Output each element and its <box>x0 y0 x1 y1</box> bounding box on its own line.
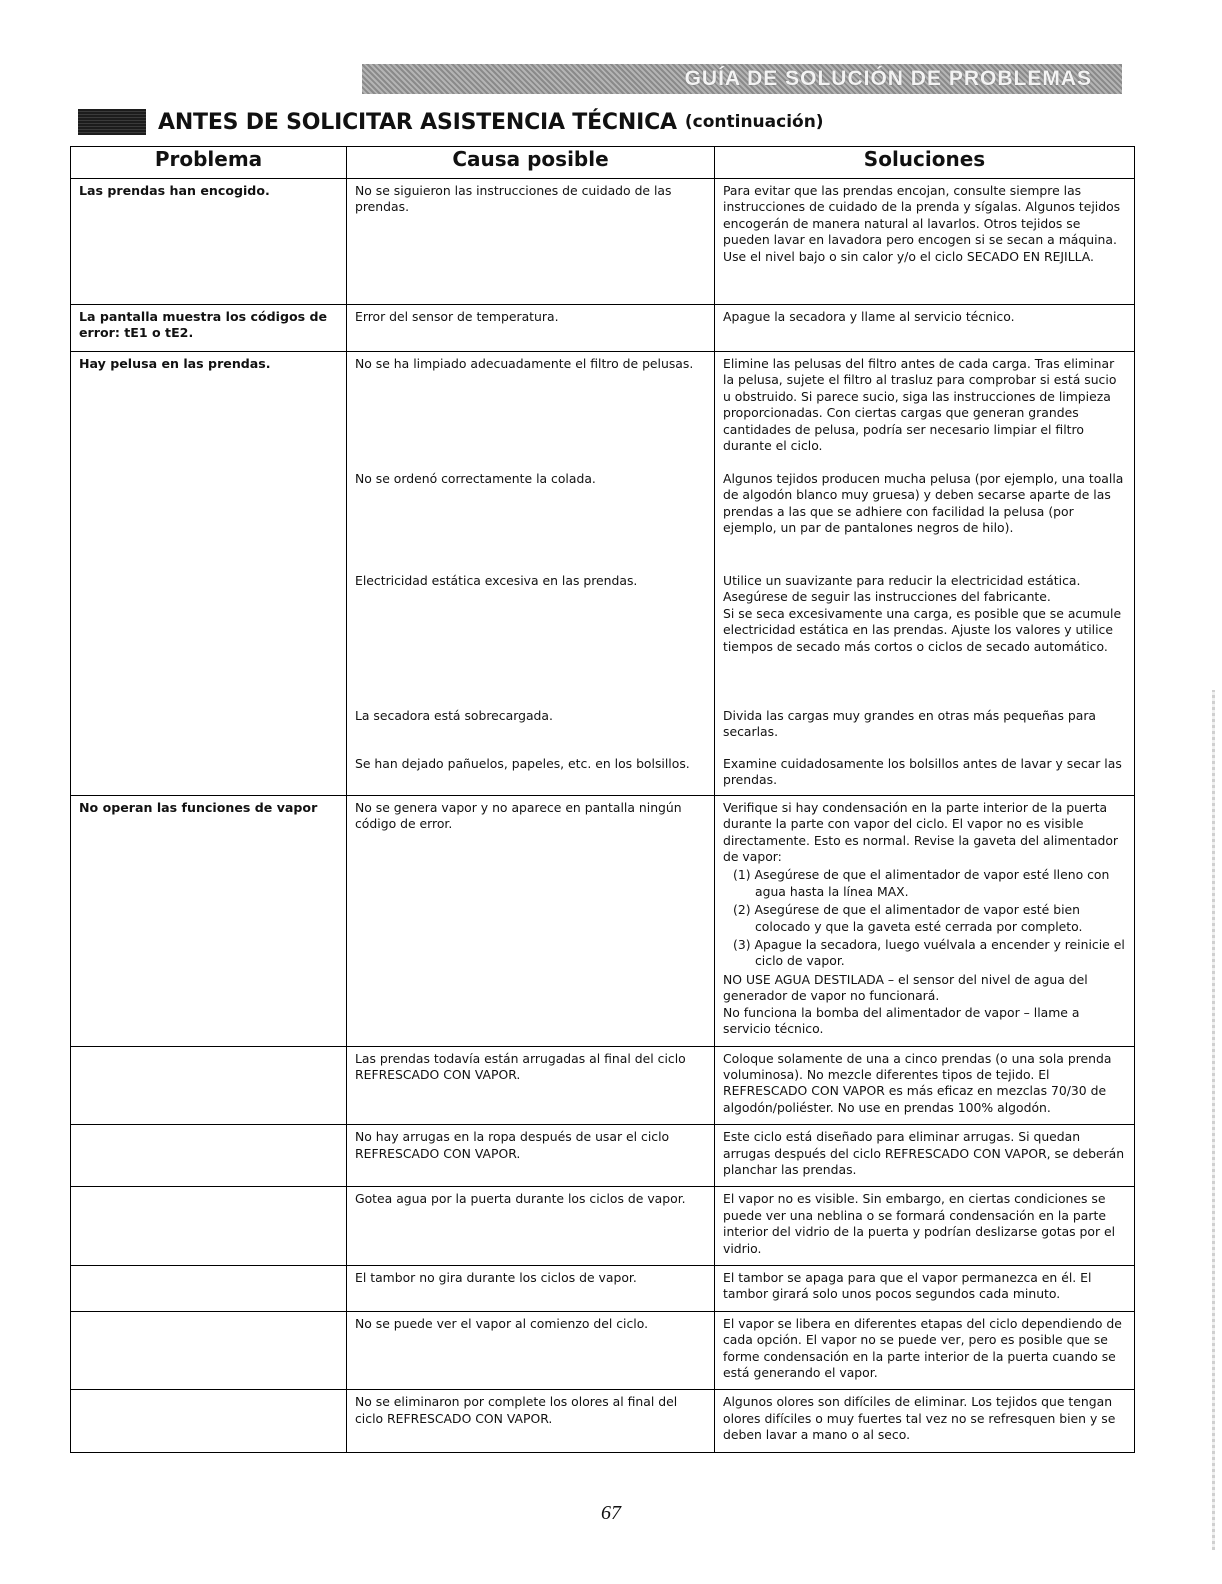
problem-cell-empty <box>71 1125 347 1187</box>
problem-cell-empty <box>71 1187 347 1266</box>
solution-paragraph: Si se seca excesivamente una carga, es posible que se acumule electricidad estática en las prendas. Ajuste los valores y utilice tiempos de secado más cortos o ciclos de secado automático. <box>723 605 1122 654</box>
cause-cell: Las prendas todavía están arrugadas al final del ciclo REFRESCADO CON VAPOR. <box>347 1046 715 1125</box>
cause-item: La secadora está sobrecargada. <box>355 708 553 723</box>
cause-cell <box>347 352 715 796</box>
header-solutions: Soluciones <box>715 147 1135 179</box>
problem-cell-empty <box>71 1390 347 1452</box>
cause-cell: No se eliminaron por complete los olores al final del ciclo REFRESCADO CON VAPOR. <box>347 1390 715 1452</box>
solution-paragraph: Verifique si hay condensación en la parte interior de la puerta durante la parte con vapor del ciclo. El vapor no es visible directamente. Esto es normal. Revise la gaveta del alimentador de vapor: <box>723 799 1119 865</box>
solution-step: (1) Asegúrese de que el alimentador de vapor esté lleno con agua hasta la línea MAX. <box>733 867 1110 899</box>
solution-item: Divida las cargas muy grandes en otras más pequeñas para secarlas. <box>723 708 1097 740</box>
scan-edge-artifact <box>1212 690 1215 1550</box>
solution-cell <box>715 795 1135 1046</box>
table-row <box>71 1125 1135 1187</box>
solution-step: (2) Asegúrese de que el alimentador de vapor esté bien colocado y que la gaveta esté cerrada por completo. <box>733 902 1083 934</box>
problem-cell: Las prendas han encogido. <box>71 179 347 305</box>
cause-cell: El tambor no gira durante los ciclos de vapor. <box>347 1265 715 1311</box>
page-title-suffix: (continuación) <box>684 112 824 132</box>
problem-cell: No operan las funciones de vapor <box>71 795 347 1046</box>
title-marker-bar <box>78 109 146 135</box>
table-row <box>71 305 1135 352</box>
solution-item: Algunos tejidos producen mucha pelusa (por ejemplo, una toalla de algodón blanco muy gruesa) y deben secarse aparte de las prendas a las que se adhiere con facilidad la pelusa (por ejemplo, un par de pantalones negros de hilo). <box>723 471 1124 536</box>
table-row <box>71 1265 1135 1311</box>
solution-cell: Para evitar que las prendas encojan, consulte siempre las instrucciones de cuidado de la prenda y sígalas. Algunos tejidos encogerán de manera natural al lavarlos. Otros tejidos se pueden lavar en lavadora pero encogen si se secan a máquina. Use el nivel bajo o sin calor y/o el ciclo SECADO EN REJILLA. <box>715 179 1135 305</box>
header-problem: Problema <box>71 147 347 179</box>
solution-cell: Apague la secadora y llame al servicio técnico. <box>715 305 1135 352</box>
solution-item: Elimine las pelusas del filtro antes de cada carga. Tras eliminar la pelusa, sujete el filtro al trasluz para comprobar si está sucio u obstruido. Si parece sucio, siga las instrucciones de limpieza proporcionadas. Con ciertas cargas que generan grandes cantidades de pelusa, podría ser necesario limpiar el filtro durante el ciclo. <box>723 356 1117 454</box>
problem-cell: La pantalla muestra los códigos de error: tE1 o tE2. <box>71 305 347 352</box>
cause-cell: No hay arrugas en la ropa después de usar el ciclo REFRESCADO CON VAPOR. <box>347 1125 715 1187</box>
cause-item: Se han dejado pañuelos, papeles, etc. en los bolsillos. <box>355 756 690 771</box>
page-title-row <box>78 106 824 138</box>
solution-cell: Algunos olores son difíciles de eliminar. Los tejidos que tengan olores difíciles o muy fuertes tal vez no se refresquen bien y se deben lavar a mano o al seco. <box>715 1390 1135 1452</box>
problem-cell-empty <box>71 1311 347 1390</box>
solution-step: (3) Apague la secadora, luego vuélvala a encender y reinicie el ciclo de vapor. <box>733 937 1125 969</box>
solution-cell: Coloque solamente de una a cinco prendas (o una sola prenda voluminosa). No mezcle diferentes tipos de tejido. El REFRESCADO CON VAPOR es más eficaz en mezclas 70/30 de algodón/poliéster. No use en prendas 100% algodón. <box>715 1046 1135 1125</box>
cause-cell: No se genera vapor y no aparece en pantalla ningún código de error. <box>347 795 715 1046</box>
cause-cell: Error del sensor de temperatura. <box>347 305 715 352</box>
solution-paragraph: Utilice un suavizante para reducir la electricidad estática. Asegúrese de seguir las instrucciones del fabricante. <box>723 573 1081 605</box>
solution-item <box>715 573 1134 693</box>
solution-cell: El vapor se libera en diferentes etapas del ciclo dependiendo de cada opción. El vapor no se puede ver, pero es posible que se forme condensación en la parte interior de la puerta cuando se está generando el vapor. <box>715 1311 1135 1390</box>
table-row <box>71 1187 1135 1266</box>
cause-item: Electricidad estática excesiva en las prendas. <box>355 573 638 588</box>
table-row <box>71 1046 1135 1125</box>
table-row <box>71 1390 1135 1452</box>
problem-cell-empty <box>71 1046 347 1125</box>
solution-cell: Este ciclo está diseñado para eliminar arrugas. Si quedan arrugas después del ciclo REFRESCADO CON VAPOR, se deberán planchar las prendas. <box>715 1125 1135 1187</box>
solution-note: NO USE AGUA DESTILADA – el sensor del nivel de agua del generador de vapor no funcionará. <box>723 971 1088 1004</box>
header-cause: Causa posible <box>347 147 715 179</box>
cause-cell: No se siguieron las instrucciones de cuidado de las prendas. <box>347 179 715 305</box>
cause-item: No se ordenó correctamente la colada. <box>355 471 596 486</box>
cause-cell: Gotea agua por la puerta durante los ciclos de vapor. <box>347 1187 715 1266</box>
solution-item: Examine cuidadosamente los bolsillos antes de lavar y secar las prendas. <box>723 756 1122 788</box>
table-row <box>71 795 1135 1046</box>
solution-cell <box>715 352 1135 796</box>
section-banner: GUÍA DE SOLUCIÓN DE PROBLEMAS <box>362 64 1122 94</box>
solution-note: No funciona la bomba del alimentador de vapor – llame a servicio técnico. <box>723 1004 1080 1037</box>
problem-cell: Hay pelusa en las prendas. <box>71 352 347 796</box>
cause-item: No se ha limpiado adecuadamente el filtro de pelusas. <box>355 356 694 371</box>
troubleshooting-table <box>70 146 1135 1453</box>
table-row <box>71 179 1135 305</box>
solution-cell: El vapor no es visible. Sin embargo, en ciertas condiciones se puede ver una neblina o se formará condensación en la parte interior del vidrio de la puerta y podrían deslizarse gotas por el vidrio. <box>715 1187 1135 1266</box>
solution-cell: El tambor se apaga para que el vapor permanezca en él. El tambor girará solo unos pocos segundos cada minuto. <box>715 1265 1135 1311</box>
page-title: ANTES DE SOLICITAR ASISTENCIA TÉCNICA <box>158 109 677 135</box>
table-header-row <box>71 147 1135 179</box>
table-row <box>71 1311 1135 1390</box>
table-row <box>71 352 1135 796</box>
cause-cell: No se puede ver el vapor al comienzo del ciclo. <box>347 1311 715 1390</box>
page-number: 67 <box>601 1502 621 1524</box>
problem-cell-empty <box>71 1265 347 1311</box>
